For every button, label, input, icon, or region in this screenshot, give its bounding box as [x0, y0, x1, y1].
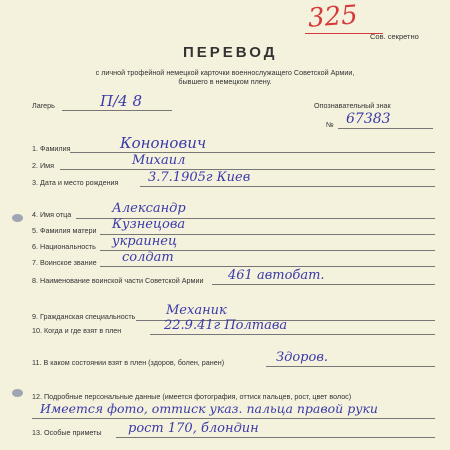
- ident-label: Опознавательный знак: [314, 101, 391, 110]
- field-10-value: 22.9.41г Полтава: [164, 318, 288, 333]
- field-10-label: 10. Когда и где взят в плен: [32, 326, 122, 335]
- field-1-label: 1. Фамилия: [32, 144, 71, 153]
- classification-label: Сов. секретно: [370, 32, 419, 41]
- ident-underline: [338, 128, 433, 129]
- field-12-value: Имеется фото, оттиск указ. пальца правой руки: [40, 401, 378, 416]
- field-11-underline: [266, 366, 435, 367]
- ident-prefix: №: [326, 120, 334, 129]
- field-6-label: 6. Национальность: [32, 242, 96, 251]
- field-1-value: Кононович: [120, 134, 207, 152]
- field-9-label: 9. Гражданская специальность: [32, 312, 136, 321]
- field-3-label: 3. Дата и место рождения: [32, 178, 119, 187]
- field-2-value: Михаил: [132, 153, 186, 168]
- field-2-label: 2. Имя: [32, 161, 54, 170]
- field-11-label: 11. В каком состоянии взят в плен (здоров, болен, ранен): [32, 358, 225, 367]
- field-1-underline: [70, 152, 435, 153]
- field-8-underline: [212, 284, 435, 285]
- field-4-label: 4. Имя отца: [32, 210, 72, 219]
- field-13-underline: [116, 437, 435, 438]
- stamp-number: 325: [307, 0, 359, 34]
- field-10-underline: [150, 334, 435, 335]
- field-3-value: 3.7.1905г Киев: [148, 170, 251, 185]
- field-12-underline: [32, 418, 435, 419]
- field-7-label: 7. Воинское звание: [32, 258, 97, 267]
- field-8-value: 461 автобат.: [228, 268, 325, 283]
- field-5-label: 5. Фамилия матери: [32, 226, 97, 235]
- document-title: ПЕРЕВОД: [183, 44, 278, 61]
- field-12-label: 12. Подробные персональные данные (имеется фотография, оттиск пальцев, рост, цвет волос): [32, 392, 352, 401]
- field-7-value: солдат: [122, 250, 174, 265]
- field-5-value: Кузнецова: [112, 217, 186, 232]
- field-6-value: украинец: [112, 234, 178, 249]
- field-13-value: рост 170, блондин: [128, 421, 259, 436]
- camp-label: Лагерь: [32, 101, 55, 110]
- field-4-value: Александр: [112, 201, 186, 216]
- field-9-value: Механик: [166, 303, 227, 318]
- camp-underline: [62, 110, 172, 111]
- field-7-underline: [100, 266, 435, 267]
- ident-value: 67383: [346, 111, 391, 127]
- subtitle-line-2: бывшего в немецком плену.: [178, 77, 272, 86]
- subtitle-line-1: с личной трофейной немецкой карточки военнослужащего Советской Армии,: [95, 68, 355, 77]
- punch-hole-upper: [12, 214, 23, 222]
- field-13-label: 13. Особые приметы: [32, 428, 102, 437]
- field-8-label: 8. Наименование воинской части Советской Армии: [32, 276, 204, 285]
- punch-hole-lower: [12, 389, 23, 397]
- camp-value: П/4 8: [100, 92, 142, 110]
- field-3-underline: [140, 186, 435, 187]
- field-11-value: Здоров.: [276, 350, 329, 365]
